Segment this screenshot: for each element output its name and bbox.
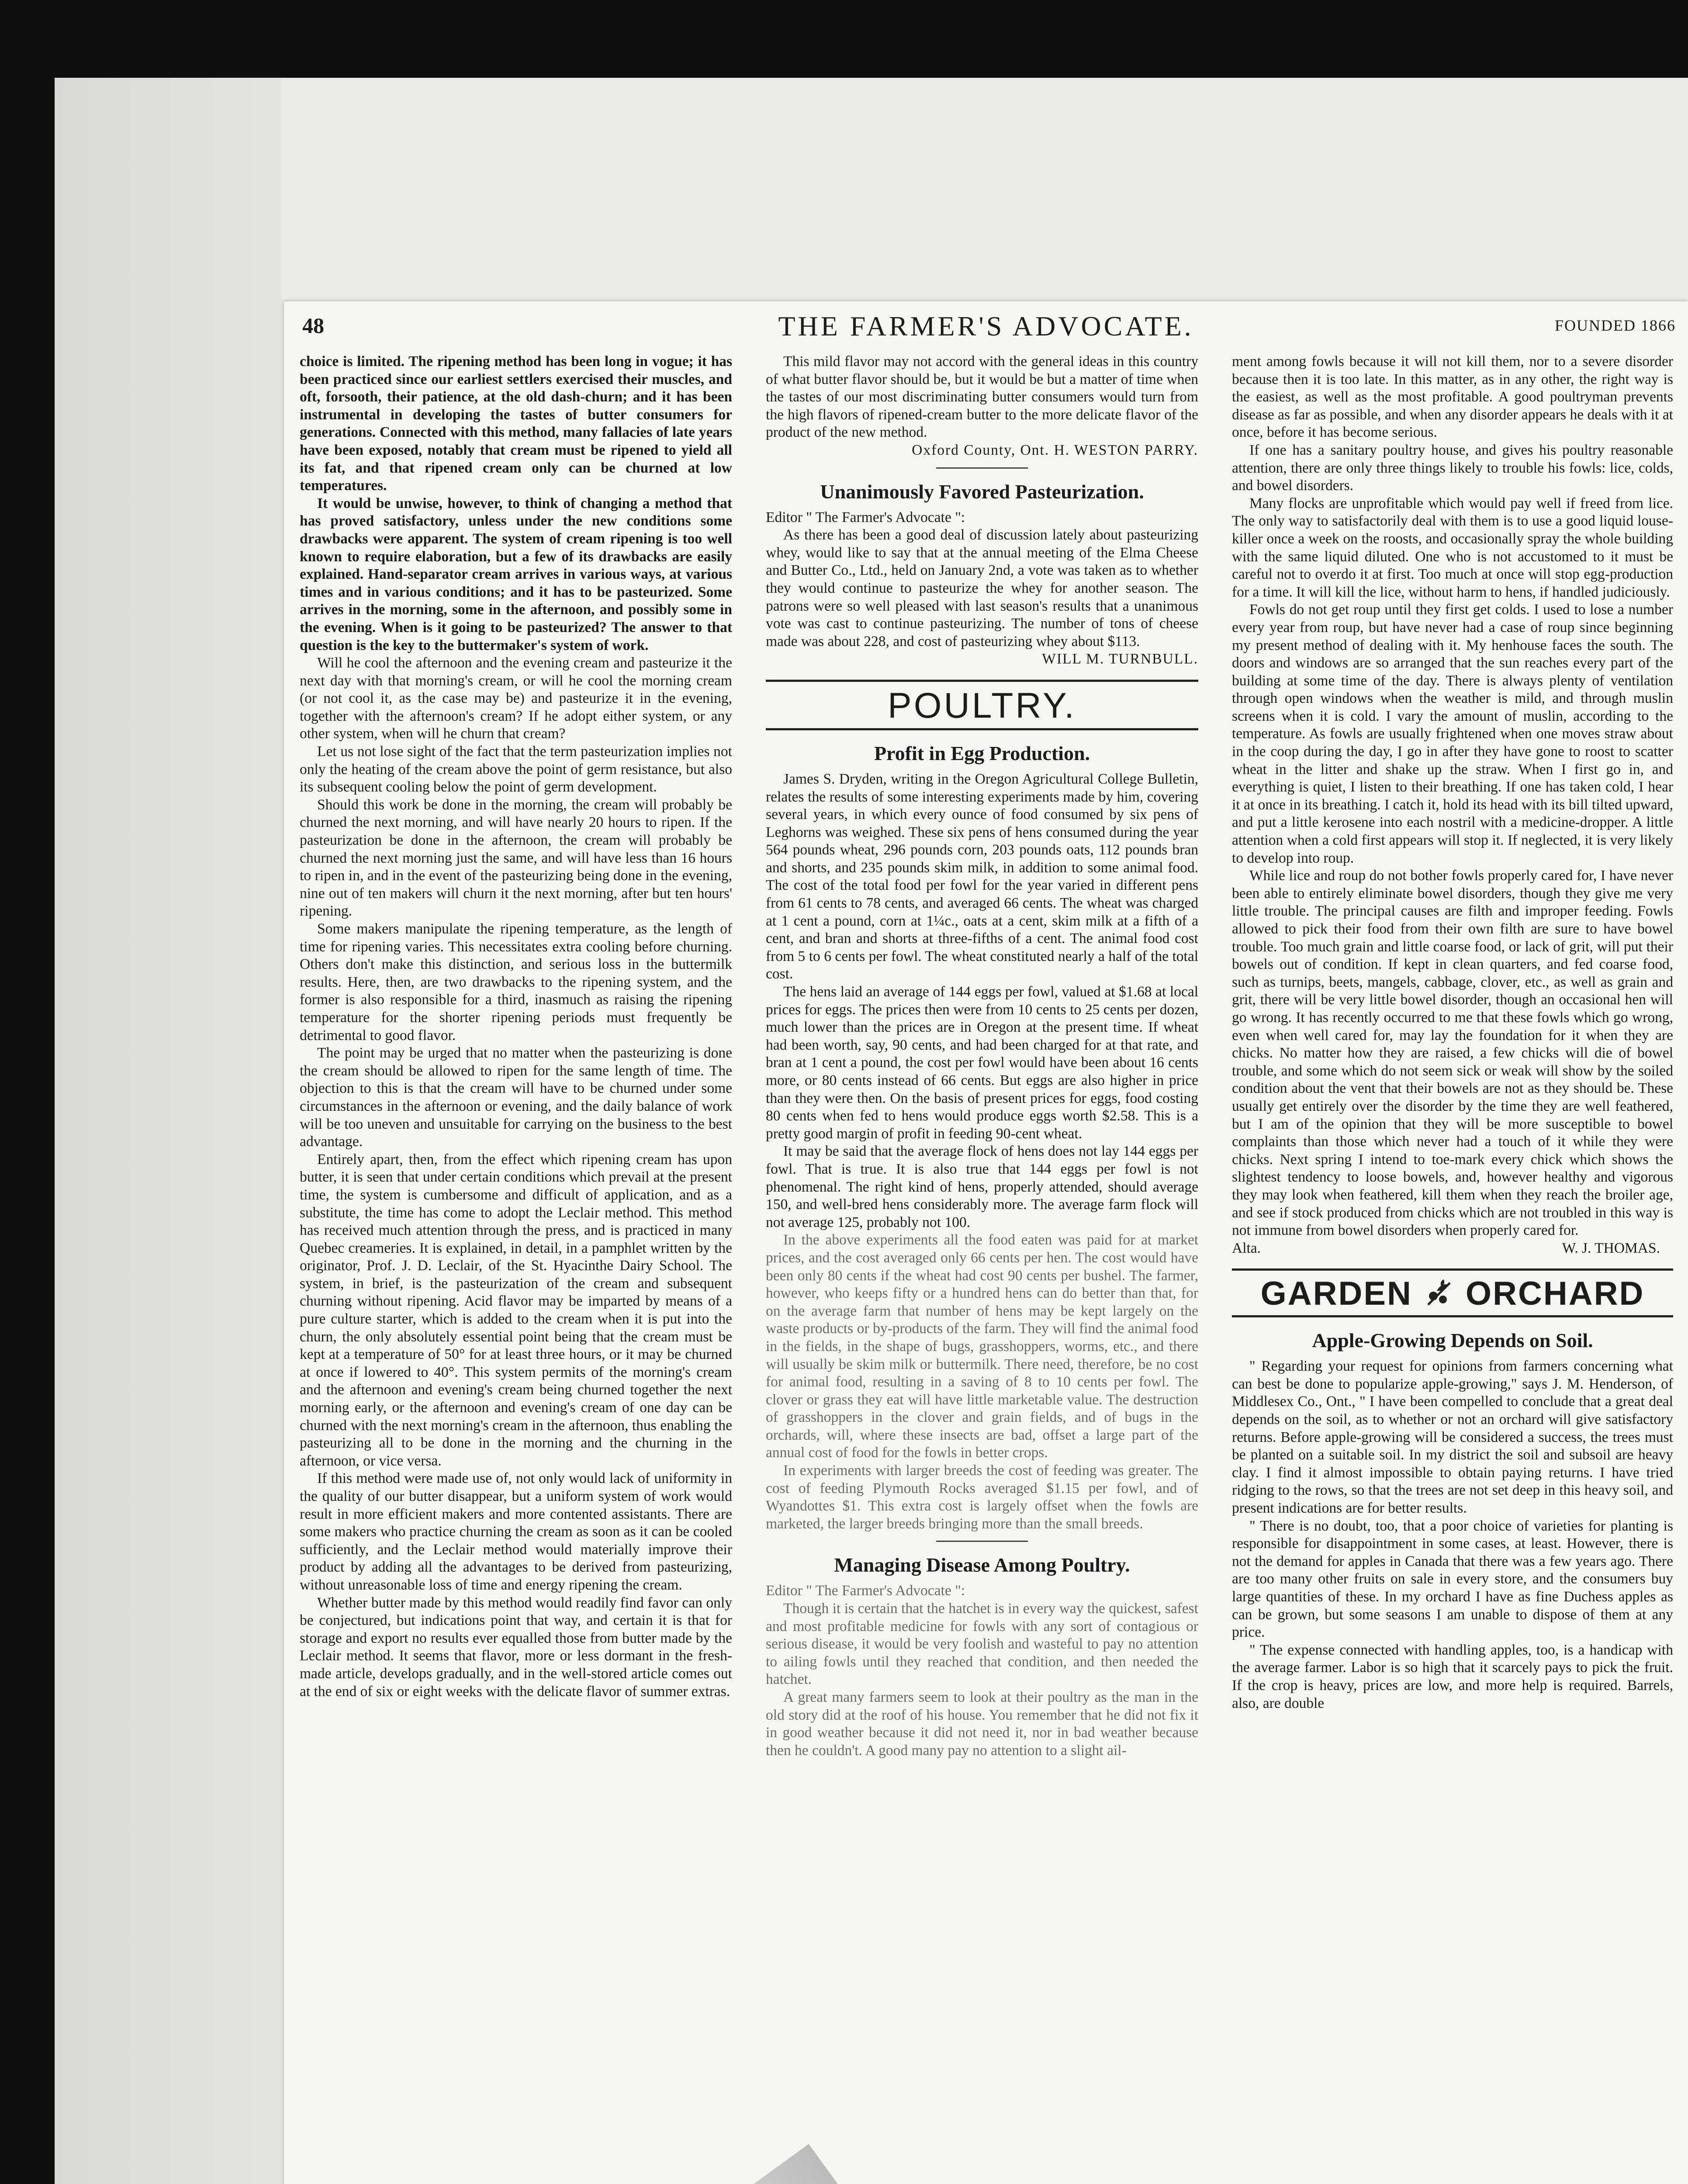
poultry-paragraph: While lice and roup do not bother fowls properly cared for, I have never been able to entirely eliminate bowel disorders, though they give me very little trouble. The principal causes are filth and improper feeding. Fowls allowed to pick their food from their own filth are sure to have bowel trouble. Too much grain and little coarse food, or lack of grit, will put their bowels out of condition. If kept in clean quarters, and fed coarse food, such as turnips, beets, mangels, cabbage, clover, etc., as well as grain and grit, there will be very little bowel disorder, though an occasional hen will go wrong. It has recently occurred to me that these fowls which go wrong, even when well cared for, may lay the foundation for it when they are chicks. No matter how they are raised, a few chicks will die of bowel trouble, and some which do not seem sick or weak will show by the soiled condition about the vent that their bowels are not as they should be. These usually get entirely over the disorder by the time they are well feathered, but I am of the opinion that they will be more susceptible to bowel complaints than those which never had a touch of it while they were chicks. Next spring I intend to toe-mark every chick which shows the slightest tendency to loose bowels, and, however healthy and vigorous they may look when feathered, kill them when they reach the broiler age, and see if stock produced from chicks which are not troubled in this way is not immune from bowel disorders when properly cared for.	[1232, 867, 1673, 1239]
eggs-paragraph: James S. Dryden, writing in the Oregon Agricultural College Bulletin, relates the results of some interesting experiments made by him, covering several years, in which every ounce of food consumed by six pens of Leghorns was weighed. These six pens of hens consumed during the year 564 pounds wheat, 296 pounds corn, 203 pounds oats, 112 pounds bran and shorts, and 235 pounds skim milk, in addition to some animal food. The cost of the total food per fowl for the year varied in different pens from 61 cents to 78 cents, and averaged 66 cents. The wheat was charged at 1 cent a pound, corn at 1¼c., oats at a cent, skim milk at a fifth of a cent, and bran and shorts at three-fifths of a cent. The animal food cost from 5 to 6 cents per fowl. The wheat constituted nearly a half of the total cost.	[766, 771, 1198, 982]
section-title-garden: GARDEN	[1260, 1275, 1412, 1313]
signature-place: Alta.	[1232, 1240, 1261, 1256]
col1-paragraph: The point may be urged that no matter when the pasteurizing is done the cream should be allowed to ripen for the same length of time. The objection to this is that the cream will have to be churned under some circumstances in the afternoon or evening, and the daily balance of work will be too uneven and unsuitable for carrying on the business to the best advantage.	[300, 1045, 732, 1150]
apple-paragraph: " The expense connected with handling apples, too, is a handicap with the average farmer. Labor is so high that it scarcely pays to pick the fruit. If the crop is heavy, prices are low, and more help is required. Barrels, also, are double	[1232, 1641, 1673, 1711]
disease-paragraph: A great many farmers seem to look at their poultry as the man in the old story did at the roof of his house. You remember that he did not fix it in good weather because it did not need it, nor in bad weather because then he couldn't. A good many pay no attention to a slight ail-	[766, 1689, 1198, 1759]
col1-paragraph: Whether butter made by this method would readily find favor can only be conjectured, but indications point that way, and certain it is that for storage and export no results ever equalled those from butter made by the Leclair method. It seems that flavor, more or less dormant in the fresh-made article, develops gradually, and in the well-stored article comes out at the end of six or eight weeks with the delicate flavor of summer extras.	[300, 1594, 732, 1700]
pasteurization-signature: WILL M. TURNBULL.	[1042, 651, 1198, 667]
pasteurization-body: As there has been a good deal of discussion lately about pasteurizing whey, would like to say that at the annual meeting of the Elma Cheese and Butter Co., Ltd., held on January 2nd, a vote was taken as to whether they would continue to pasteurize the whey for another season. The patrons were so well pleased with last season's results that a unanimous vote was cast to continue pasteurizing. The number of tons of cheese made was about 228, and cost of pasteurizing whey about $113.	[766, 527, 1198, 650]
masthead: THE FARMER'S ADVOCATE.	[778, 311, 1194, 342]
article-title-apple: Apple-Growing Depends on Soil.	[1312, 1329, 1593, 1352]
col1-paragraph: Entirely apart, then, from the effect which ripening cream has upon butter, it is seen that under certain conditions which prevail at the present time, the system is cumbersome and difficult of application, and as a substitute, the time has come to adopt the Leclair method. This method has received much attention through the press, and is practiced in many Quebec creameries. It is explained, in detail, in a pamphlet written by the originator, Prof. J. D. Leclair, of the St. Hyacinthe Dairy School. The system, in brief, is the pasteurization of the cream and subsequent churning without ripening. Acid flavor may be imparted by means of a pure culture starter, which is added to the cream when it is put into the churn, the only absolutely essential point being that the cream must be kept at a temperature of 50° for at least three hours, or it may be churned at once if lowered to 40°. This system permits of the morning's cream and the afternoon and evening's cream being churned together the next morning early, or the afternoon and evening's cream of one day can be churned with the next morning's cream in the afternoon, thus enabling the pasteurizing all to be done in the morning and the churning in the afternoon, or vice versa.	[300, 1151, 732, 1469]
divider	[936, 1541, 1028, 1542]
poultry-paragraph: If one has a sanitary poultry house, and gives his poultry reasonable attention, there are only three things likely to trouble his fowls: lice, colds, and bowel disorders.	[1232, 442, 1673, 494]
page-header	[284, 301, 1688, 343]
apple-paragraph: " There is no doubt, too, that a poor choice of varieties for planting is responsible for disappointment in some cases, at least. However, there is not the demand for apples in Canada that there was a few years ago. There are too many other fruits on sale in every store, and the consumers buy large quantities of these. In my orchard I have as fine Duchess apples as can be grown, but some seasons I am unable to dispose of them at any price.	[1232, 1517, 1673, 1641]
col2-intro-signature: Oxford County, Ont. H. WESTON PARRY.	[912, 442, 1198, 458]
article-title-eggs: Profit in Egg Production.	[874, 742, 1090, 764]
signature-name: W. J. THOMAS.	[1562, 1240, 1660, 1256]
poultry-paragraph: Many flocks are unprofitable which would pay well if freed from lice. The only way to satisfactorily deal with them is to use a good liquid louse-killer once a week on the roosts, and occasionally spray the whole building with the same liquid diluted. One who is not accustomed to it must be careful not to overdo it at first. Too much at once will stop egg-production for a time. It will kill the lice, without harm to hens, if handled judiciously.	[1232, 495, 1673, 600]
section-header-poultry	[766, 680, 1198, 730]
section-title-poultry: POULTRY.	[888, 685, 1076, 726]
col1-paragraph: If this method were made use of, not only would lack of uniformity in the quality of our butter disappear, but a uniform system of work would result in more efficient makers and more contented assistants. There are some makers who practice churning the cream as soon as it can be cooled sufficiently, and the Leclair method would materially improve their product by adding all the advantages to be derived from pasteurizing, without unreasonable loss of time and energy ripening the cream.	[300, 1470, 732, 1593]
col1-paragraph: Let us not lose sight of the fact that the term pasteurization implies not only the heating of the cream above the point of germ resistance, but also its subsequent cooling below the point of germ development.	[300, 743, 732, 795]
section-title-orchard: ORCHARD	[1465, 1275, 1645, 1313]
poultry-signature	[1232, 1240, 1660, 1258]
article-title-disease: Managing Disease Among Poultry.	[834, 1554, 1130, 1576]
page-number: 48	[302, 313, 324, 338]
disease-paragraph: Though it is certain that the hatchet is in every way the quickest, safest and most profitable medicine for fowls with any sort of contagious or serious disease, it would be very foolish and wasteful to pay no attention to ailing fowls until they reached that condition, and then needed the hatchet.	[766, 1600, 1198, 1688]
column-2	[766, 353, 1198, 1759]
column-1	[300, 353, 732, 1700]
founded-label: FOUNDED 1866	[1554, 317, 1676, 334]
article-title-pasteurization: Unanimously Favored Pasteurization.	[820, 480, 1144, 503]
col1-paragraph: Will he cool the afternoon and the evening cream and pasteurize it the next day with that morning's cream, or will he cool the morning cream (or not cool it, as the case may be) and pasteurize it in the evening, together with the afternoon's cream? If he adopt either system, or any other system, when will he churn that cream?	[300, 655, 732, 742]
eggs-paragraph: In experiments with larger breeds the cost of feeding was greater. The cost of feeding Plymouth Rocks averaged $1.15 per fowl, and of Wyandottes $1. This extra cost is largely offset when the fowls are marketed, the larger breeds bringing more than the small breeds.	[766, 1462, 1198, 1532]
col1-paragraph: Some makers manipulate the ripening temperature, as the length of time for ripening varies. This necessitates extra cooling before churning. Others don't make this distinction, and serious loss in the buttermilk results. Here, then, are two drawbacks to the ripening system, and the former is also responsible for a third, inasmuch as raising the ripening temperature for the shorter ripening periods must frequently be detrimental to good flavor.	[300, 921, 732, 1044]
col1-paragraph: choice is limited. The ripening method has been long in vogue; it has been practiced since our earliest settlers exercised their muscles, and oft, forsooth, their patience, at the old dash-churn; and it has been instrumental in developing the tastes of butter consumers for generations. Connected with this method, many fallacies of late years have been exposed, notably that cream must be ripened to yield all its fat, and that ripened cream only can be churned at low temperatures.	[300, 353, 732, 494]
fruit-branch-icon	[1424, 1279, 1454, 1309]
editor-line: Editor " The Farmer's Advocate ":	[766, 1583, 965, 1599]
eggs-paragraph: The hens laid an average of 144 eggs per fowl, valued at $1.68 at local prices for eggs. The prices then were from 10 cents to 25 cents per dozen, much lower than the prices are in Oregon at the present time. If wheat had been worth, say, 90 cents, and had been charged for at that rate, and bran at 1 cent a pound, the cost per fowl would have been about 16 cents more, or 80 cents instead of 66 cents. But eggs are also higher in price than they were then. On the basis of present prices for eggs, food costing 80 cents when fed to hens would produce eggs worth $2.58. This is a pretty good margin of profit in feeding 90-cent wheat.	[766, 984, 1198, 1142]
column-3	[1232, 353, 1673, 1712]
divider	[936, 467, 1028, 469]
col1-paragraph: Should this work be done in the morning, the cream will probably be churned the next morning, and will have nearly 20 hours to ripen. If the pasteurization be done in the afternoon, the cream will probably be churned the next morning just the same, and will have less than 16 hours to ripen in, and in the event of the pasteurizing being done in the evening, nine out of ten makers will churn it the next morning, after but ten hours' ripening.	[300, 796, 732, 919]
eggs-paragraph: In the above experiments all the food eaten was paid for at market prices, and the cost averaged only 66 cents per hen. The cost would have been only 80 cents if the wheat had cost 90 cents per bushel. The farmer, however, who keeps fifty or a hundred hens can do better than that, for on the average farm that number of hens may be kept largely on the waste products or by-products of the farm. They will find the animal food in the fields, in the shape of bugs, grasshoppers, worms, etc., and there will usually be skim milk or buttermilk. There need, therefore, be no cost for animal food, resulting in a saving of 8 to 10 cents per fowl. The clover or grass they eat will have little marketable value. The destruction of grasshoppers in the clover and grain fields, and of bugs in the orchards, will, where these insects are bad, offset a large part of the annual cost of food for the fowls in better crops.	[766, 1232, 1198, 1461]
col1-paragraph: It would be unwise, however, to think of changing a method that has proved satisfactory, unless under the new conditions some drawbacks were apparent. The system of cream ripening is too well known to require elaboration, but a few of its drawbacks are easily explained. Hand-separator cream arrives in various ways, at various times and in various conditions; and it has to be pasteurized. Some arrives in the morning, some in the afternoon, and possibly some in the evening. When is it going to be pasteurized? The answer to that question is the key to the buttermaker's system of work.	[300, 495, 732, 653]
apple-paragraph: " Regarding your request for opinions from farmers concerning what can best be done to popularize apple-growing," says J. M. Henderson, of Middlesex Co., Ont., " I have been compelled to conclude that a great deal depends on the soil, as to whether or not an orchard will give satisfactory returns. Before apple-growing will be considered a success, the trees must be planted on a suitable soil. In my district the soil and subsoil are heavy clay. I find it almost impossible to obtain paying returns. I have tried ridging to the rows, so that the trees are not set deep in this heavy soil, and present indications are for better results.	[1232, 1358, 1673, 1517]
eggs-paragraph: It may be said that the average flock of hens does not lay 144 eggs per fowl. That is true. It is also true that 144 eggs per fowl is not phenomenal. The right kind of hens, properly attended, should average 150, and well-bred hens considerably more. The average farm flock will not average 125, probably not 100.	[766, 1143, 1198, 1230]
col2-intro-paragraph: This mild flavor may not accord with the general ideas in this country of what butter flavor should be, but it would be but a matter of time when the tastes of our most discriminating butter consumers would turn from the high flavors of ripened-cream butter to the more delicate flavor of the product of the new method.	[766, 353, 1198, 441]
section-header-garden-orchard	[1232, 1268, 1673, 1317]
scan-shadow	[55, 78, 282, 2184]
newspaper-page	[284, 301, 1688, 2184]
poultry-paragraph: ment among fowls because it will not kill them, nor to a severe disorder because then it is too late. In this matter, as in any other, the right way is the easiest, as well as the most profitable. A good poultryman prevents disease as far as possible, and when any disorder appears he deals with it at once, before it has become serious.	[1232, 353, 1673, 441]
editor-line: Editor " The Farmer's Advocate ":	[766, 509, 965, 525]
poultry-paragraph: Fowls do not get roup until they first get colds. I used to lose a number every year from roup, but have never had a case of roup since beginning my present method of dealing with it. My henhouse faces the south. The doors and windows are so arranged that the sun reaches every part of the building at some time of the day. There is always plenty of ventilation through open windows when the weather is mild, and through muslin screens when it is cold. I vary the amount of muslin, according to the temperature. As fowls are usually frightened when one moves straw about in the coop during the day, I go in after they have gone to roost to scatter wheat in the litter and shake up the straw. When I first go in, and everything is quiet, I listen to their breathing. If one has taken cold, I hear it at once in its breathing. I catch it, hold its head with its bill tilted upward, and put a little kerosene into each nostril with a medicine-dropper. A little attention when a cold first appears will stop it. If neglected, it is very likely to develop into roup.	[1232, 601, 1673, 866]
